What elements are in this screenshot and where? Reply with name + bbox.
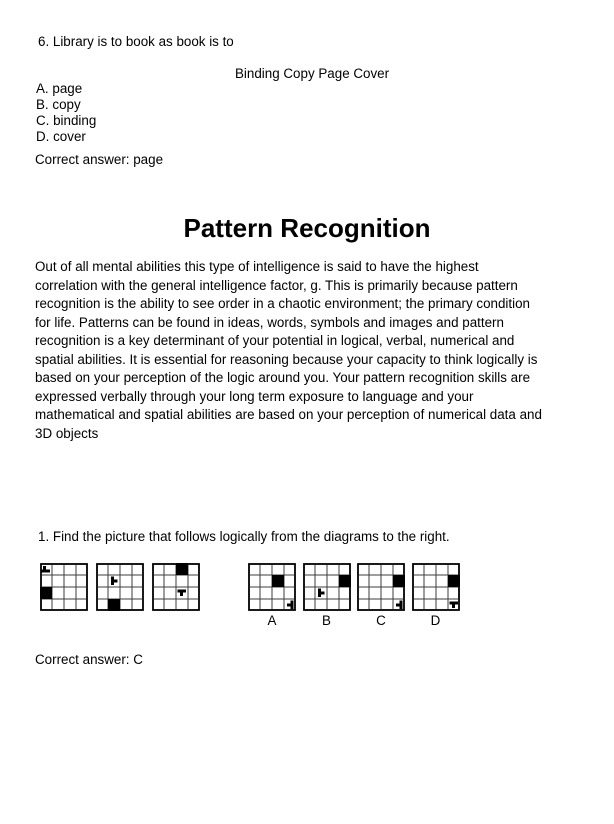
- question-6-option: C. binding: [36, 113, 97, 128]
- question-6-prompt: 6. Library is to book as book is to: [38, 34, 234, 49]
- question-6-word-bank: Binding Copy Page Cover: [235, 66, 390, 81]
- option-b: [303, 563, 351, 628]
- question-6-option: A. page: [36, 81, 83, 96]
- option-label: B: [322, 613, 331, 628]
- option-c: [357, 563, 405, 628]
- option-c-grid: [357, 563, 405, 611]
- option-a: [248, 563, 296, 628]
- section-body: [35, 258, 542, 443]
- body-text-line: spatial abilities. It is essential for reasoning because your capacity to think logically is: [35, 351, 538, 367]
- body-text-line: mathematical and spatial abilities are based on your perception of numerical data and: [35, 407, 542, 422]
- body-text-line: 3D objects: [35, 425, 99, 441]
- sequence-3-grid: [152, 563, 200, 611]
- question-1-correct-answer: Correct answer: C: [35, 652, 143, 667]
- body-text-line: correlation with the general intelligence factor, g. This is primarily because pattern: [35, 277, 518, 293]
- question-6-option: D. cover: [36, 129, 86, 144]
- body-text-line: based on your perception of the logic around you. Your pattern recognition skills are: [35, 370, 531, 385]
- option-b-grid: [303, 563, 351, 611]
- option-a-grid: [248, 563, 296, 611]
- question-6-option: B. copy: [36, 97, 81, 112]
- body-text-line: for life. Patterns can be found in ideas, words, symbols and images and pattern: [35, 314, 504, 330]
- option-d: [412, 563, 460, 628]
- option-label: A: [267, 613, 277, 628]
- body-text-line: recognition is the ability to see order in a chaotic environment; the primary condition: [35, 296, 530, 311]
- sequence-grids: [40, 563, 200, 611]
- body-text-line: recognition is a key determinant of your potential in logical, verbal, numerical and: [35, 333, 515, 348]
- sequence-1-grid: [40, 563, 88, 611]
- option-label: C: [376, 613, 386, 628]
- option-d-grid: [412, 563, 460, 611]
- sequence-2-grid: [96, 563, 144, 611]
- body-text-line: Out of all mental abilities this type of intelligence is said to have the highest: [35, 259, 479, 274]
- question-6-correct-answer: Correct answer: page: [35, 152, 164, 167]
- question-6-options: [36, 81, 96, 145]
- question-1-prompt: 1. Find the picture that follows logically from the diagrams to the right.: [38, 529, 450, 544]
- body-text-line: expressed verbally through your long term exposure to language and your: [35, 388, 474, 404]
- section-title: Pattern Recognition: [183, 213, 431, 243]
- option-grids: [248, 563, 460, 628]
- option-label: D: [430, 613, 441, 628]
